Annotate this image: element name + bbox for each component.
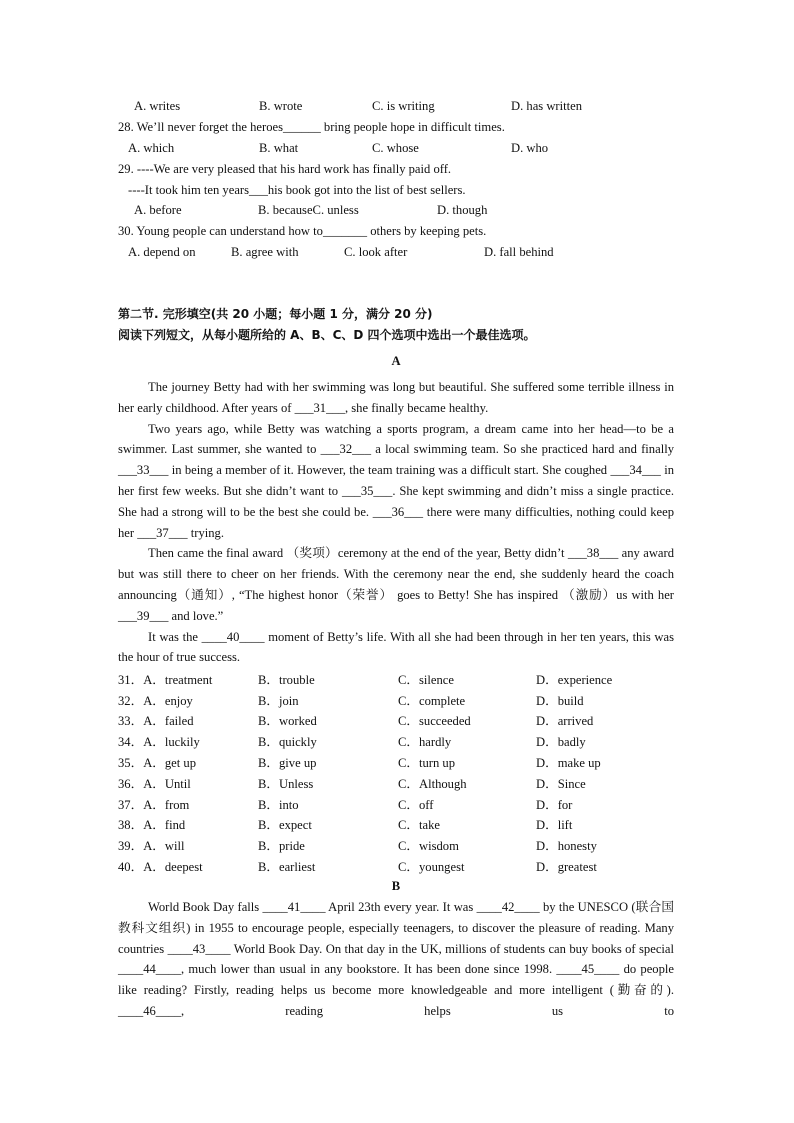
option-cell: D．greatest xyxy=(536,860,597,875)
q27-option-a: A. writes xyxy=(134,99,181,113)
q30-option-a: A. depend on xyxy=(128,245,196,259)
option-cell: B．earliest xyxy=(258,860,316,875)
option-cell: D．experience xyxy=(536,672,613,687)
q27-option-b: B. wrote xyxy=(259,99,303,113)
option-cell: B．worked xyxy=(258,714,317,729)
option-cell: 38．A．find xyxy=(118,818,186,833)
option-cell: D．lift xyxy=(536,818,573,833)
q30-option-b: B. agree with xyxy=(231,245,299,259)
q29-stem-line1: 29. ----We are very pleased that his hard work has finally paid off. xyxy=(118,162,452,176)
section-title: 第二节. 完形填空(共 20 小题；每小题 1 分，满分 20 分) xyxy=(118,307,433,321)
option-cell: D．badly xyxy=(536,735,586,750)
q28-option-b: B. what xyxy=(259,141,299,155)
option-cell: C．complete xyxy=(398,693,466,708)
q29-option-d: D. though xyxy=(437,203,488,217)
option-cell: 39．A．will xyxy=(118,839,185,854)
passage-a-paragraph: Two years ago, while Betty was watching a sports program, a dream came into her head—to be a swimmer. Last summer, she wanted to ___32___ a local swimming team. So she practiced hard and finally ___33___ in being a member of it. However, the team training was a difficult start. She coughed ___34___ in her first few weeks. But she didn’t want to ___35___. She kept swimming and didn’t miss a single practice. She had a strong will to be the best she could be. ___36___ there were many difficulties, nothing could keep her ___37___ trying. xyxy=(118,421,674,540)
passage-a-body xyxy=(118,377,674,668)
option-cell: B．expect xyxy=(258,818,312,833)
option-cell: B．pride xyxy=(258,839,305,854)
options-row xyxy=(118,793,674,814)
option-cell: C．youngest xyxy=(398,860,465,875)
passage-b-label: B xyxy=(391,879,401,893)
q27-option-c: C. is writing xyxy=(372,99,435,113)
q29-stem-line2: ----It took him ten years___his book got into the list of best sellers. xyxy=(128,183,466,197)
q28-option-d: D. who xyxy=(511,141,549,155)
option-cell: 33．A．failed xyxy=(118,714,194,729)
passage-b-body xyxy=(118,897,674,1022)
options-row xyxy=(118,710,674,731)
options-row xyxy=(118,730,674,751)
passage-a-paragraph: It was the ____40____ moment of Betty’s life. With all she had been through in her ten years, this was the hour of true success. xyxy=(118,629,674,665)
option-cell: D．honesty xyxy=(536,839,597,854)
option-cell: D．arrived xyxy=(536,714,594,729)
option-cell: D．Since xyxy=(536,776,586,791)
q28-option-a: A. which xyxy=(128,141,175,155)
option-cell: B．quickly xyxy=(258,735,317,750)
q28-option-c: C. whose xyxy=(372,141,419,155)
option-cell: C．silence xyxy=(398,672,454,687)
q29-option-bc: B. becauseC. unless xyxy=(258,203,359,217)
option-cell: 36．A．Until xyxy=(118,776,191,791)
option-cell: 34．A．luckily xyxy=(118,735,200,750)
passage-a-paragraph: The journey Betty had with her swimming was long but beautiful. She suffered some terrible illness in her early childhood. After years of ___31___, she finally became healthy. xyxy=(118,380,674,415)
options-row xyxy=(118,668,674,689)
option-cell: C．hardly xyxy=(398,735,452,750)
passage-a-options xyxy=(118,668,674,876)
section-instruction: 阅读下列短文，从每小题所给的 A、B、C、D 四个选项中选出一个最佳选项。 xyxy=(118,328,536,342)
q30-option-c: C. look after xyxy=(344,245,408,259)
options-row xyxy=(118,834,674,855)
option-cell: C．turn up xyxy=(398,756,456,771)
option-cell: 40．A．deepest xyxy=(118,860,203,875)
option-cell: B．join xyxy=(258,693,299,708)
passage-b-paragraph: World Book Day falls ____41____ April 23th every year. It was ____42____ by the UNESCO (联合国教科文组织) in 1955 to encourage people, especially teenagers, to discover the pleasure of reading. Many countries ____43____ World Book Day. On that day in the UK, millions of students can buy books of special ____44____, much lower than usual in any bookstore. It has been done since 1998. ____45____ do people like reading? Firstly, reading helps us become more knowledgeable and more intelligent (勤奋的). ____46____, reading helps us to xyxy=(118,900,674,1018)
option-cell: 37．A．from xyxy=(118,797,190,812)
q30-option-d: D. fall behind xyxy=(484,245,554,259)
passage-a-label: A xyxy=(391,354,401,368)
q28-stem: 28. We’ll never forget the heroes______ bring people hope in difficult times. xyxy=(118,120,505,134)
option-cell: 31．A．treatment xyxy=(118,672,213,687)
option-cell: B．Unless xyxy=(258,776,314,791)
q30-stem: 30. Young people can understand how to_______ others by keeping pets. xyxy=(118,224,487,238)
option-cell: C．take xyxy=(398,818,440,833)
option-cell: D．for xyxy=(536,797,573,812)
options-row xyxy=(118,689,674,710)
options-row xyxy=(118,751,674,772)
option-cell: D．build xyxy=(536,693,584,708)
option-cell: 32．A．enjoy xyxy=(118,693,193,708)
option-cell: B．trouble xyxy=(258,672,315,687)
option-cell: B．into xyxy=(258,797,299,812)
options-row xyxy=(118,814,674,835)
option-cell: C．wisdom xyxy=(398,839,459,854)
option-cell: C．off xyxy=(398,797,434,812)
option-cell: 35．A．get up xyxy=(118,756,197,771)
q27-option-d: D. has written xyxy=(511,99,582,113)
options-row xyxy=(118,855,674,876)
q29-option-a: A. before xyxy=(134,203,182,217)
option-cell: D．make up xyxy=(536,756,601,771)
option-cell: C．succeeded xyxy=(398,714,471,729)
option-cell: B．give up xyxy=(258,756,317,771)
options-row xyxy=(118,772,674,793)
passage-a-paragraph: Then came the final award （奖项）ceremony at the end of the year, Betty didn’t ___38___ any award but was still there to cheer on her friends. With the ceremony near the end, she suddenly heard the coach announcing（通知）, “The highest honor（荣誉） goes to Betty! She has inspired （激励）us with her ___39___ and love.” xyxy=(118,546,674,623)
option-cell: C．Although xyxy=(398,776,467,791)
